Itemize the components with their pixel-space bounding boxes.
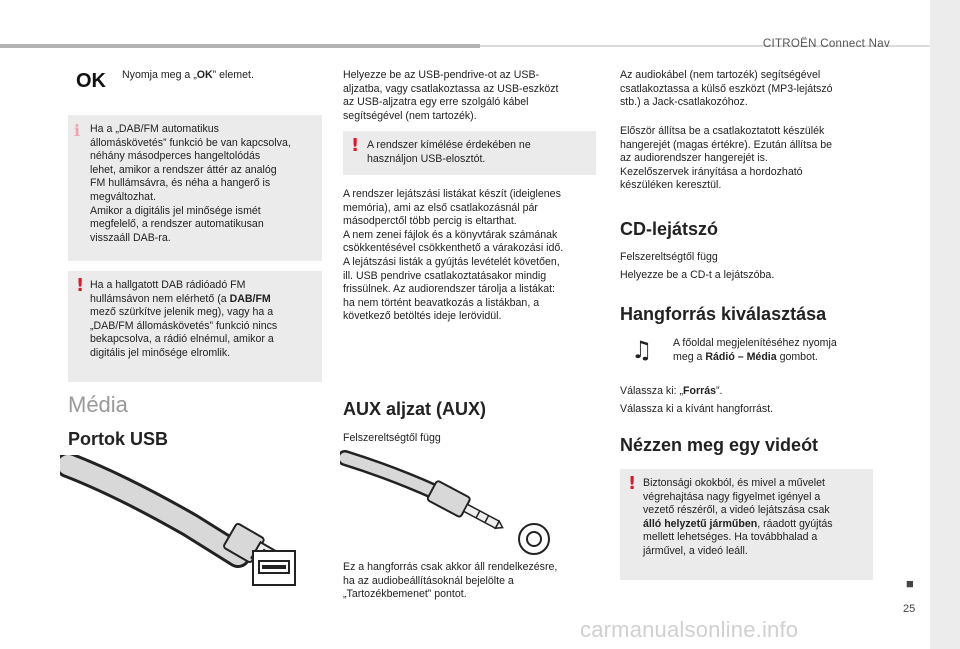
info-icon: ℹ (74, 123, 81, 140)
section-title-media: Média (68, 392, 128, 417)
cd-insert-instruction: Helyezze be a CD-t a lejátszóba. (620, 269, 775, 281)
warning-icon: ! (351, 135, 360, 156)
warning-icon: ! (628, 473, 637, 494)
source-note: A főoldal megjelenítéséhez nyomja meg a Rádió – Média gombot. (673, 337, 837, 363)
heading-watch-video: Nézzen meg egy videót (620, 435, 819, 455)
volume-paragraph: Először állítsa be a csatlakoztatott készülék hangerejét (magas értékre). Ezután állítsa be az audiorendszer hangerejét is. Kezelőszervek irányítása a hordozható készüléken keresztül. (620, 125, 832, 192)
heading-usb-ports: Portok USB (68, 429, 169, 449)
watermark: carmanualsonline.info (580, 617, 799, 642)
brand-title: CITROËN Connect Nav (762, 38, 890, 50)
heading-source-select: Hangforrás kiválasztása (620, 304, 827, 324)
heading-aux: AUX aljzat (AUX) (343, 399, 487, 419)
warning-box-text: Ha a hallgatott DAB rádióadó FM hullámsávon nem elérhető (a DAB/FM mező szürkítve jelenik meg), vagy ha a „DAB/FM állomáskövetés” funkció nincs bekapcsolva, a rádió elnémul, amikor a digitális jel minősége elromlik. (90, 279, 278, 359)
warning-box-usb-hub (343, 131, 596, 175)
playlist-paragraph: A rendszer lejátszási listákat készít (ideiglenes memória), ami az első csatlakozásnál pár másodperctől több percig is eltarthat. A nem zenei fájlok és a könyvtárak számának csökkentésével csökkenthető a várakozási idő. A lejátszási listák a gyújtás levételét követően, ill. USB pendrive csatlakoztatásakor mindig frissülnek. Az audiorendszer tárolja a listákat: ha nem történt beavatkozás a listákban, a következő betöltés ideje lerövidül. (343, 188, 564, 323)
select-source-step: Válassza ki: „Forrás”. (620, 385, 723, 397)
warning-box-text: A rendszer kímélése érdekében ne használjon USB-elosztót. (367, 139, 531, 165)
aux-availability-paragraph: Ez a hangforrás csak akkor áll rendelkezésre, ha az audiobeállításoknál bejelölte a „Tartozékbemenet” pontot. (343, 561, 558, 601)
warning-box-dab (68, 271, 322, 382)
usb-insert-paragraph: Helyezze be az USB-pendrive-ot az USB- aljzatba, vagy csatlakoztassa az USB-eszközt az USB-aljzatra egy erre szolgáló kábel segítségével (nem tartozék). (343, 69, 559, 122)
info-box-text: Ha a „DAB/FM automatikus állomáskövetés” funkció be van kapcsolva, néhány másodperces hangeltolódás lehet, amikor a rendszer áttér az analóg FM hullámsávra, és néha a hangerő is megváltozhat. Amikor a digitális jel minősége ismét megfelelő, a rendszer automatikusan visszaáll DAB-ra. (90, 123, 291, 244)
music-note-icon: ♫ (631, 336, 653, 364)
ok-instruction: Nyomja meg a „OK” elemet. (122, 69, 254, 81)
warning-box-video (620, 469, 873, 580)
jack-plug-illustration (340, 450, 555, 560)
warning-box-text: Biztonsági okokból, és mivel a művelet végrehajtása nagy figyelmet igényel a vezető részéről, a videó lejátszása csak álló helyzetű járműben, ráadott gyújtás mellett lehetséges. Ha továbbhalad a járművel, a videó leáll. (643, 477, 833, 557)
info-box-dab (68, 115, 322, 261)
aux-equipment-note: Felszereltségtől függ (343, 432, 441, 444)
ok-button-label: OK (76, 70, 106, 92)
heading-cd-player: CD-lejátszó (620, 219, 719, 239)
warning-icon: ! (76, 275, 85, 296)
page-number: 25 (903, 603, 916, 615)
usb-cable-illustration (60, 455, 310, 605)
select-desired-source: Válassza ki a kívánt hangforrást. (620, 403, 774, 415)
cd-equipment-note: Felszereltségtől függ (620, 251, 718, 263)
aux-cable-paragraph: Az audiokábel (nem tartozék) segítségével csatlakoztassa a külső eszközt (MP3-lejátszó stb.) a Jack-csatlakozóhoz. (620, 69, 833, 109)
continue-marker: ■ (906, 576, 914, 591)
header-rule (0, 44, 480, 48)
page-edge-band (930, 0, 960, 649)
